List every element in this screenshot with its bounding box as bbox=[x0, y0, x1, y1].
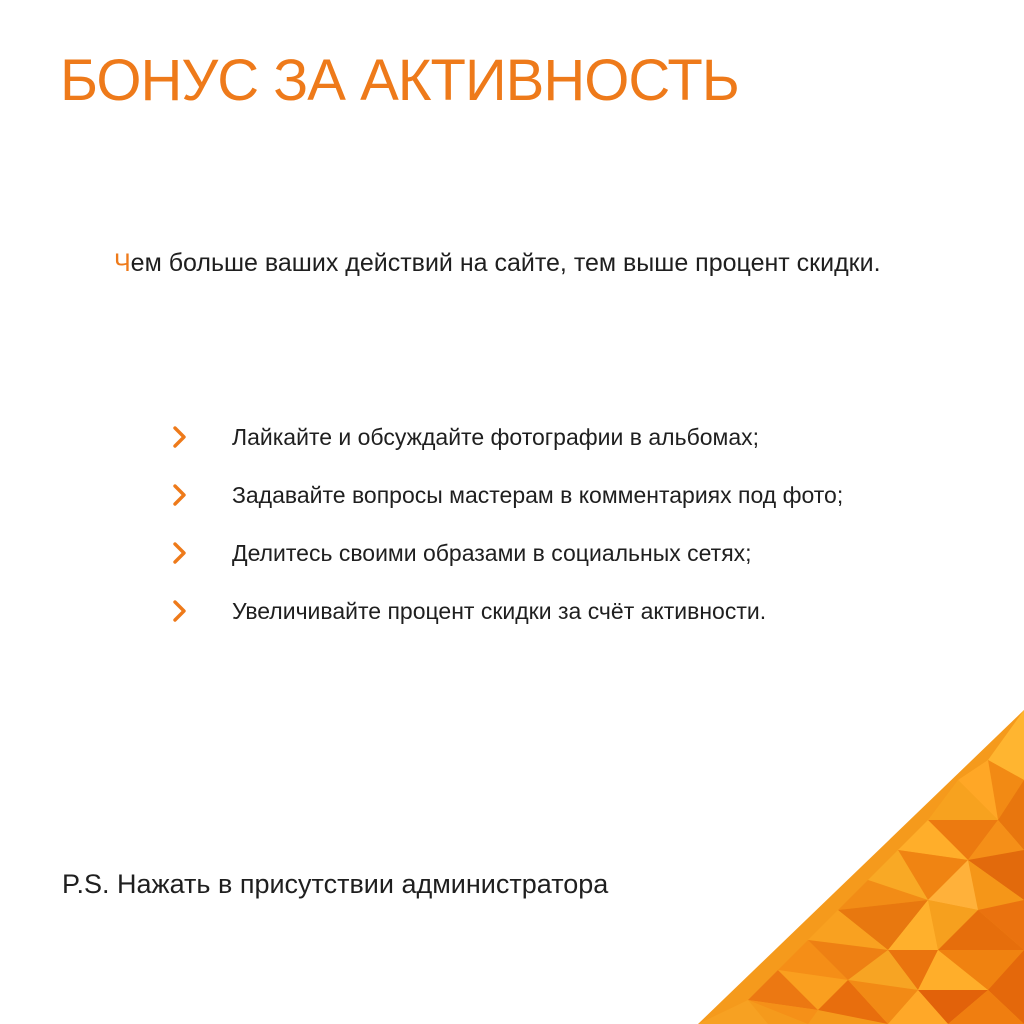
chevron-right-icon bbox=[170, 542, 190, 564]
ps-note: P.S. Нажать в присутствии администратора bbox=[62, 869, 609, 899]
intro-first-letter: Ч bbox=[114, 249, 131, 277]
page-title: БОНУС ЗА АКТИВНОСТЬ bbox=[60, 48, 739, 113]
chevron-right-icon bbox=[170, 600, 190, 622]
corner-decoration bbox=[698, 710, 1024, 1024]
bonus-list bbox=[170, 408, 843, 640]
list-item-text: Делитесь своими образами в социальных сетях; bbox=[232, 539, 752, 566]
intro-text bbox=[114, 248, 881, 278]
list-item bbox=[170, 524, 843, 582]
list-item bbox=[170, 408, 843, 466]
list-item-text: Задавайте вопросы мастерам в комментариях под фото; bbox=[232, 481, 844, 508]
list-item bbox=[170, 466, 843, 524]
chevron-right-icon bbox=[170, 426, 190, 448]
list-item-text: Увеличивайте процент скидки за счёт активности. bbox=[232, 597, 767, 624]
list-item-text: Лайкайте и обсуждайте фотографии в альбомах; bbox=[232, 423, 760, 450]
intro-rest: ем больше ваших действий на сайте, тем выше процент скидки. bbox=[130, 249, 881, 277]
list-item bbox=[170, 582, 843, 640]
chevron-right-icon bbox=[170, 484, 190, 506]
